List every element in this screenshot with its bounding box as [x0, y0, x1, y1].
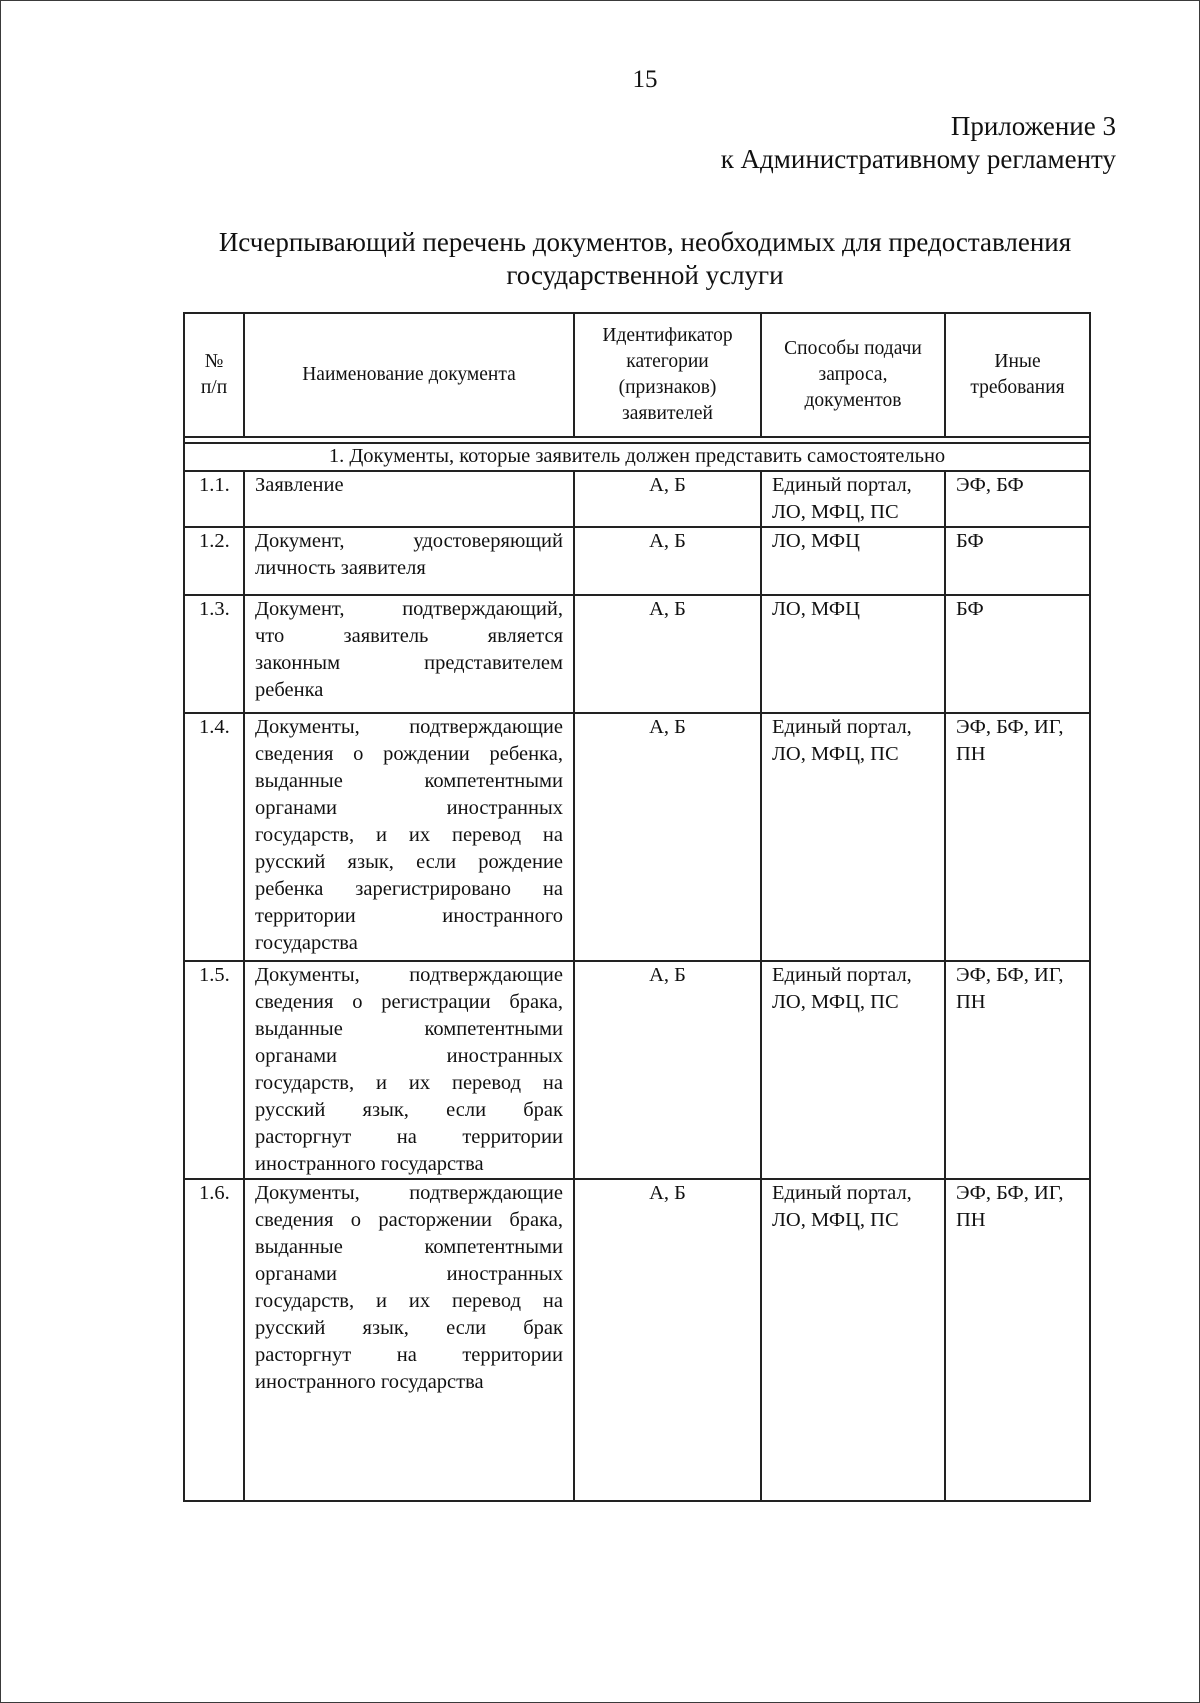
document-name-line: сведения о расторжении брака, [255, 1209, 563, 1231]
document-name-line: территории иностранного [255, 905, 563, 927]
submission-methods [761, 1179, 945, 1501]
submission-method-line: ЛО, МФЦ, ПС [772, 1209, 899, 1231]
other-requirements [945, 1179, 1090, 1501]
applicant-category: А, Б [574, 1179, 761, 1501]
appendix-line-2: к Административному регламенту [720, 144, 1116, 174]
applicant-category: А, Б [574, 961, 761, 1179]
document-name-line: ребенка [255, 679, 324, 701]
applicant-category: А, Б [574, 595, 761, 713]
document-name-line: выданные компетентными [255, 1236, 563, 1258]
document-name-line: Документы, подтверждающие [255, 964, 563, 986]
submission-method-line: ЛО, МФЦ [772, 598, 860, 620]
table-row [184, 961, 1090, 1179]
title-line-2: государственной услуги [506, 260, 784, 290]
header-name: Наименование документа [244, 313, 574, 437]
requirement-line: ЭФ, БФ, ИГ, [956, 1182, 1064, 1204]
document-name-line: выданные компетентными [255, 770, 563, 792]
document-name-line: сведения о регистрации брака, [255, 991, 563, 1013]
requirement-line: ЭФ, БФ, ИГ, [956, 716, 1064, 738]
applicant-category: А, Б [574, 527, 761, 595]
submission-methods [761, 961, 945, 1179]
submission-methods [761, 527, 945, 595]
title-line-1: Исчерпывающий перечень документов, необходимых для предоставления [218, 227, 1072, 257]
applicant-category: А, Б [574, 471, 761, 527]
header-category: Идентификатор категории (признаков) заявителей [574, 313, 761, 437]
table-row [184, 1179, 1090, 1501]
document-name-line: расторгнут на территории [255, 1126, 563, 1148]
header-method: Способы подачи запроса, документов [761, 313, 945, 437]
table-row [184, 471, 1090, 527]
document-name-line: Документы, подтверждающие [255, 716, 563, 738]
document-name-line: Документ, удостоверяющий [255, 530, 563, 552]
submission-method-line: ЛО, МФЦ, ПС [772, 501, 899, 523]
other-requirements [945, 527, 1090, 595]
document-name-line: органами иностранных [255, 1263, 563, 1285]
documents-table [183, 312, 1091, 1502]
submission-method-line: ЛО, МФЦ [772, 530, 860, 552]
document-name-line: законным представителем [255, 652, 563, 674]
page-number: 15 [632, 66, 658, 93]
document-name [244, 471, 574, 527]
document-name [244, 1179, 574, 1501]
other-requirements [945, 713, 1090, 961]
document-name-line: русский язык, если брак [255, 1317, 563, 1339]
document-name-line: ребенка зарегистрировано на [255, 878, 563, 900]
row-number: 1.5. [184, 961, 244, 1179]
table-row [184, 527, 1090, 595]
row-number: 1.3. [184, 595, 244, 713]
submission-methods [761, 713, 945, 961]
submission-methods [761, 595, 945, 713]
document-name [244, 961, 574, 1179]
requirement-line: ПН [956, 1209, 986, 1231]
document-name-line: иностранного государства [255, 1153, 484, 1175]
document-name-line: иностранного государства [255, 1371, 484, 1393]
document-name-line: органами иностранных [255, 1045, 563, 1067]
document-name-line: государств, и их перевод на [255, 824, 563, 846]
document-name-line: государств, и их перевод на [255, 1290, 563, 1312]
document-name [244, 595, 574, 713]
table-header-row [184, 313, 1090, 437]
other-requirements [945, 471, 1090, 527]
document-name [244, 713, 574, 961]
row-number: 1.4. [184, 713, 244, 961]
document-name-line: государств, и их перевод на [255, 1072, 563, 1094]
document-name-line: Документ, подтверждающий, [255, 598, 563, 620]
requirement-line: ПН [956, 991, 986, 1013]
row-number: 1.6. [184, 1179, 244, 1501]
document-name-line: что заявитель является [255, 625, 563, 647]
applicant-category: А, Б [574, 713, 761, 961]
submission-method-line: Единый портал, [772, 1182, 912, 1204]
document-name-line: русский язык, если брак [255, 1099, 563, 1121]
document-name [244, 527, 574, 595]
appendix-header [721, 110, 1116, 176]
section-title: 1. Документы, которые заявитель должен представить самостоятельно [184, 443, 1090, 471]
header-requirements: Иные требования [945, 313, 1090, 437]
submission-method-line: Единый портал, [772, 474, 912, 496]
document-name-line: русский язык, если рождение [255, 851, 563, 873]
document-name-line: Документы, подтверждающие [255, 1182, 563, 1204]
row-number: 1.1. [184, 471, 244, 527]
submission-method-line: Единый портал, [772, 716, 912, 738]
submission-methods [761, 471, 945, 527]
document-title [180, 226, 1110, 292]
document-name-line: сведения о рождении ребенка, [255, 743, 563, 765]
requirement-line: БФ [956, 598, 984, 620]
table-row [184, 595, 1090, 713]
table-row [184, 713, 1090, 961]
requirement-line: ПН [956, 743, 986, 765]
row-number: 1.2. [184, 527, 244, 595]
appendix-line-1: Приложение 3 [950, 111, 1116, 141]
header-num: № п/п [184, 313, 244, 437]
submission-method-line: ЛО, МФЦ, ПС [772, 743, 899, 765]
submission-method-line: ЛО, МФЦ, ПС [772, 991, 899, 1013]
section-row [184, 443, 1090, 471]
other-requirements [945, 961, 1090, 1179]
document-name-line: органами иностранных [255, 797, 563, 819]
document-name-line: расторгнут на территории [255, 1344, 563, 1366]
document-name-line: выданные компетентными [255, 1018, 563, 1040]
requirement-line: ЭФ, БФ [956, 474, 1024, 496]
document-name-line: Заявление [255, 474, 344, 496]
requirement-line: ЭФ, БФ, ИГ, [956, 964, 1064, 986]
document-name-line: государства [255, 932, 358, 954]
other-requirements [945, 595, 1090, 713]
submission-method-line: Единый портал, [772, 964, 912, 986]
document-name-line: личность заявителя [255, 557, 426, 579]
requirement-line: БФ [956, 530, 984, 552]
